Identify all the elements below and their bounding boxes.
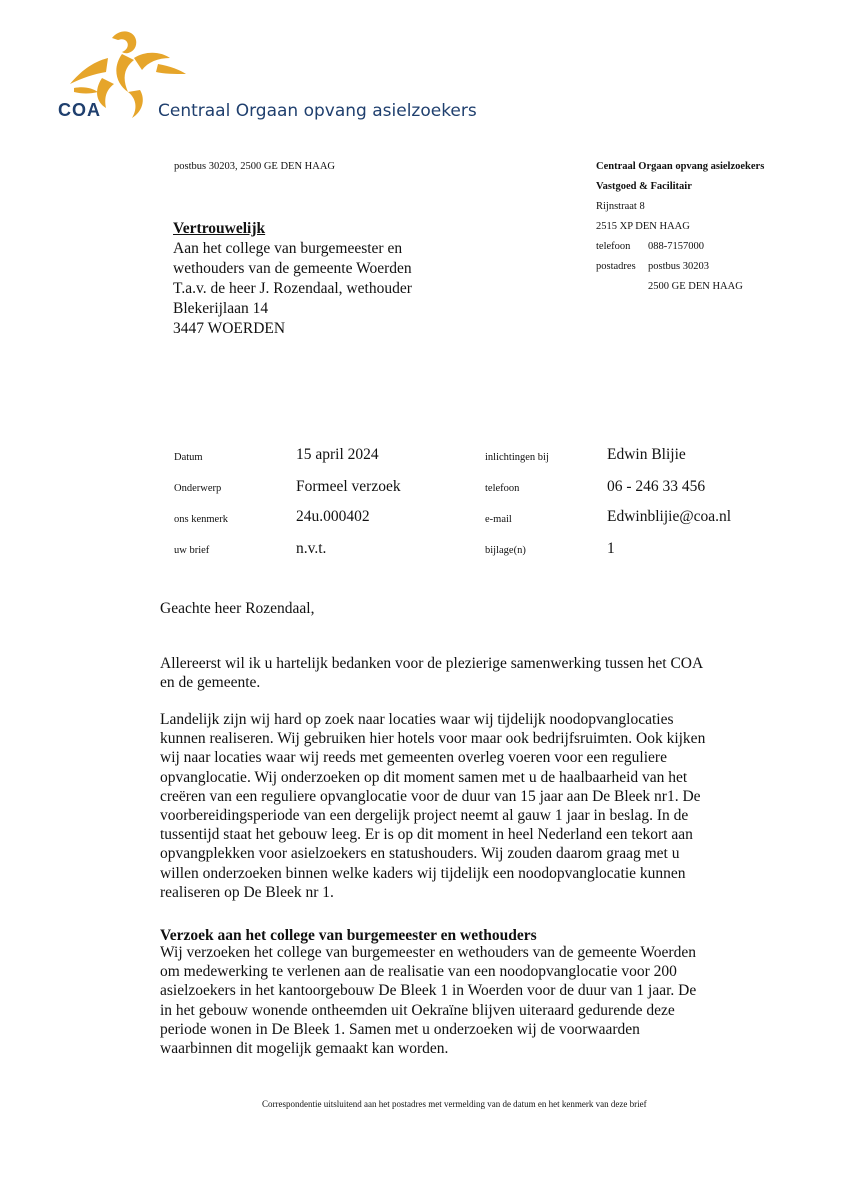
meta-phone-label: telefoon xyxy=(485,483,520,494)
meta-yourletter-label: uw brief xyxy=(174,545,210,556)
logo-org-name: Centraal Orgaan opvang asielzoekers xyxy=(158,101,477,121)
recipient-line: 3447 WOERDEN xyxy=(173,320,286,337)
meta-yourletter-value: n.v.t. xyxy=(296,540,327,557)
paragraph-line: willen onderzoeken binnen welke kaders wij tijdelijk een noodopvanglocatie kunnen xyxy=(160,864,686,882)
meta-phone-value: 06 - 246 33 456 xyxy=(607,478,706,495)
meta-contact-label: inlichtingen bij xyxy=(485,452,549,463)
meta-subject-value: Formeel verzoek xyxy=(296,478,401,495)
paragraph-line: om medewerking te verlenen aan de realisatie van een noodopvanglocatie voor 200 xyxy=(160,963,677,981)
sender-street: Rijnstraat 8 xyxy=(596,201,645,212)
sender-postal-label: postadres xyxy=(596,261,636,272)
meta-email-label: e-mail xyxy=(485,514,512,525)
paragraph-line: periode wonen in De Bleek 1. Samen met u onderzoeken wij de voorwaarden xyxy=(160,1020,640,1038)
paragraph-request xyxy=(160,943,740,1058)
paragraph-line: asielzoekers in het kantoorgebouw De Bleek 1 in Woerden voor de duur van 1 jaar. De xyxy=(160,982,697,1000)
paragraph-line: Wij verzoeken het college van burgemeester en wethouders van de gemeente Woerden xyxy=(160,944,696,961)
footer-note: Correspondentie uitsluitend aan het postadres met vermelding van de datum en het kenmerk van deze brief xyxy=(262,1099,647,1109)
meta-reference-value: 24u.000402 xyxy=(296,508,370,525)
sender-phone-label: telefoon xyxy=(596,241,631,252)
paragraph-context xyxy=(160,710,740,902)
sender-dept: Vastgoed & Facilitair xyxy=(596,181,692,192)
meta-attachments-label: bijlage(n) xyxy=(485,545,526,556)
paragraph-line: wij naar locaties waar wij reeds met gemeenten overleg voeren voor een reguliere xyxy=(160,749,667,767)
sender-org: Centraal Orgaan opvang asielzoekers xyxy=(596,161,765,172)
recipient-line: T.a.v. de heer J. Rozendaal, wethouder xyxy=(173,280,412,297)
recipient-line: Aan het college van burgemeester en xyxy=(173,240,403,257)
sender-postal-line2: 2500 GE DEN HAAG xyxy=(648,281,743,292)
paragraph-line: Landelijk zijn wij hard op zoek naar locaties waar wij tijdelijk noodopvanglocaties xyxy=(160,711,674,728)
paragraph-line: opvanglocatie. Wij onderzoeken op dit moment samen met u de haalbaarheid van het xyxy=(160,768,688,786)
paragraph-line: tussentijd staat het gebouw leeg. Er is op dit moment in heel Nederland een tekort aan xyxy=(160,826,693,844)
sender-phone: 088-7157000 xyxy=(648,241,704,252)
paragraph-line: waarbinnen dit mogelijk gemaakt kan worden. xyxy=(160,1040,449,1058)
paragraph-line: Allereerst wil ik u hartelijk bedanken voor de plezierige samenwerking tussen het COA xyxy=(160,655,704,672)
paragraph-line: realiseren op De Bleek nr 1. xyxy=(160,883,334,901)
paragraph-intro xyxy=(160,654,740,692)
meta-email-value: Edwinblijie@coa.nl xyxy=(607,508,732,525)
meta-attachments-value: 1 xyxy=(607,540,615,557)
meta-date-label: Datum xyxy=(174,452,203,463)
paragraph-line: kunnen realiseren. Wij gebruiken hier hotels voor maar ook bedrijfsruimten. Ook kijken xyxy=(160,730,706,748)
confidential-label: Vertrouwelijk xyxy=(173,220,266,237)
meta-reference-label: ons kenmerk xyxy=(174,514,228,525)
paragraph-line: in het gebouw wonende ontheemden uit Oekraïne blijven uiteraard gedurende deze xyxy=(160,1001,675,1019)
paragraph-line: en de gemeente. xyxy=(160,674,261,692)
sender-postal-line1: postbus 30203 xyxy=(648,261,709,272)
logo-letters: COA xyxy=(58,100,101,120)
meta-contact-value: Edwin Blijie xyxy=(607,446,686,463)
recipient-line: wethouders van de gemeente Woerden xyxy=(173,260,412,277)
return-address: postbus 30203, 2500 GE DEN HAAG xyxy=(174,161,335,172)
recipient-line: Blekerijlaan 14 xyxy=(173,300,269,317)
paragraph-line: voorbereidingsperiode van een dergelijk project neemt al gauw 1 jaar in beslag. In de xyxy=(160,807,689,825)
sender-city: 2515 XP DEN HAAG xyxy=(596,221,690,232)
paragraph-line: opvangplekken voor asielzoekers en statushouders. Wij zouden daarom graag met u xyxy=(160,845,680,863)
meta-date-value: 15 april 2024 xyxy=(296,446,379,463)
salutation: Geachte heer Rozendaal, xyxy=(160,600,315,617)
paragraph-line: creëren van een reguliere opvanglocatie voor de duur van 15 jaar aan De Bleek nr1. De xyxy=(160,787,701,805)
section-heading: Verzoek aan het college van burgemeester en wethouders xyxy=(160,927,537,944)
meta-subject-label: Onderwerp xyxy=(174,483,222,494)
